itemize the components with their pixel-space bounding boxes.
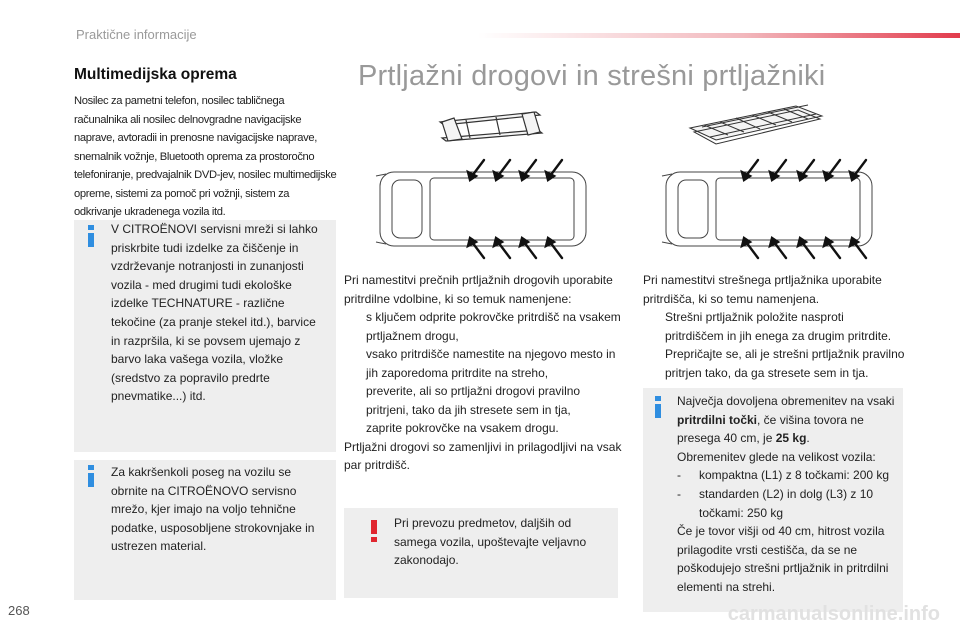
page-number: 268 [8, 603, 30, 618]
info-icon [88, 225, 94, 247]
info-box-service [74, 460, 336, 600]
roof-bars-instructions [344, 271, 626, 475]
load-text-bold: 25 kg [775, 431, 807, 446]
load-by-size-label: Obremenitev glede na velikost vozila: [677, 449, 876, 464]
dash-marker: - [677, 486, 681, 501]
list-item-text: Prepričajte se, ali je strešni prtljažnik pravilno pritrjen tako, da ga stresete sem in tja. [665, 347, 905, 380]
multimedia-title: Multimedijska oprema [74, 66, 237, 83]
multimedia-text: Nosilec za pametni telefon, nosilec tabličnega računalnika ali nosilec delnovgradne navigacijske naprave, avtoradii in prenosne navigacijske naprave, snemalnik vožnje, Bluetooth oprema za prostoročno telefoniranje, predvajalnik DVD-jev, nosilec multimedijske opreme, sistemi za pomoč pri vožnji, sistem za odkrivanje ukradenega vozila itd. [74, 95, 337, 218]
info-text-service: Za kakršenkoli poseg na vozilu se obrnite na CITROËNOVO servisno mrežo, kjer imajo na voljo tehnične podatke, usposobljene strokovnjake in ustrezen material. [111, 465, 315, 554]
load-limits-text [677, 392, 901, 597]
list-item [344, 308, 626, 345]
roof-bars-illustration [436, 108, 546, 142]
van-rack-points-illustration [662, 156, 882, 264]
info-text-cleaning: V CITROËNOVI servisni mreži si lahko priskrbite tudi izdelke za čiščenje in vzdrževanje notranjosti in zunanjosti vozila - med drugimi tudi ekološke izdelke TECHNATURE - različne tekočine (za pranje stekel itd.), barvice in razpršila, ki se povsem ujemajo z barvo laka vašega vozila, vložke (sredstvo za popravilo predrte pnevmatike...) itd. [111, 222, 318, 404]
dash-marker: - [677, 468, 681, 483]
roof-bars-outro: Prtljažni drogovi so zamenljivi in prilagodljivi na vsak par pritrdišč. [344, 439, 622, 472]
warning-icon [371, 520, 377, 542]
roof-bars-intro: Pri namestitvi prečnih prtljažnih drogovih uporabite pritrdilne vdolbine, ki so temuk namenjene: [344, 273, 613, 306]
list-item-text: Strešni prtljažnik položite nasproti pritrdiščem in jih enega za drugim pritrdite. [665, 310, 892, 343]
list-item-text: preverite, ali so prtljažni drogovi pravilno pritrjeni, tako da jih stresete sem in tja, [366, 384, 581, 417]
warning-box-load [344, 508, 618, 598]
multimedia-section [74, 60, 338, 222]
list-item [643, 345, 905, 382]
roof-rack-intro: Pri namestitvi strešnega prtljažnika uporabite pritrdišča, ki so temu namenjena. [643, 273, 882, 306]
list-item-text: standarden (L2) in dolg (L3) z 10 točkami: 250 kg [699, 486, 874, 520]
list-item [677, 466, 901, 485]
list-item [344, 419, 626, 438]
load-text-part: , če višina tovora ne presega 40 cm, je [677, 412, 864, 446]
list-item-text: vsako pritrdišče namestite na njegovo mesto in jih zaporedoma pritrdite na streho, [366, 347, 616, 380]
van-roof-points-illustration [376, 156, 596, 264]
load-height-note: Če je tovor višji od 40 cm, hitrost vozila prilagodite vrsti cestišča, da se ne poškodujejo strešni prtljažnik in pritrdilni elementi na strehi. [677, 524, 889, 594]
list-item [344, 382, 626, 419]
load-text-part: Največja dovoljena obremenitev na vsaki [677, 394, 895, 408]
info-box-load-limits [643, 388, 903, 612]
section-title: Praktične informacije [76, 27, 197, 42]
roof-rack-illustration [686, 102, 826, 146]
list-item [643, 308, 905, 345]
list-item [677, 485, 901, 522]
list-item-text: zaprite pokrovčke na vsakem drogu. [366, 421, 559, 435]
info-box-cleaning [74, 220, 336, 452]
list-item-text: s ključem odprite pokrovčke pritrdišč na vsakem prtljažnem drogu, [366, 310, 621, 343]
warning-text: Pri prevozu predmetov, daljših od samega vozila, upoštevajte veljavno zakonodajo. [394, 516, 587, 568]
info-icon [88, 465, 94, 487]
load-text-part: . [806, 431, 810, 446]
list-item [344, 345, 626, 382]
page-header [0, 0, 960, 44]
header-accent-line [478, 33, 960, 38]
info-icon [655, 396, 661, 418]
roof-rack-instructions [643, 271, 905, 382]
load-text-bold: pritrdilni točki [677, 412, 758, 427]
page-title: Prtljažni drogovi in strešni prtljažniki [358, 60, 826, 92]
list-item-text: kompaktna (L1) z 8 točkami: 200 kg [699, 468, 890, 483]
watermark: carmanualsonline.info [727, 603, 940, 625]
